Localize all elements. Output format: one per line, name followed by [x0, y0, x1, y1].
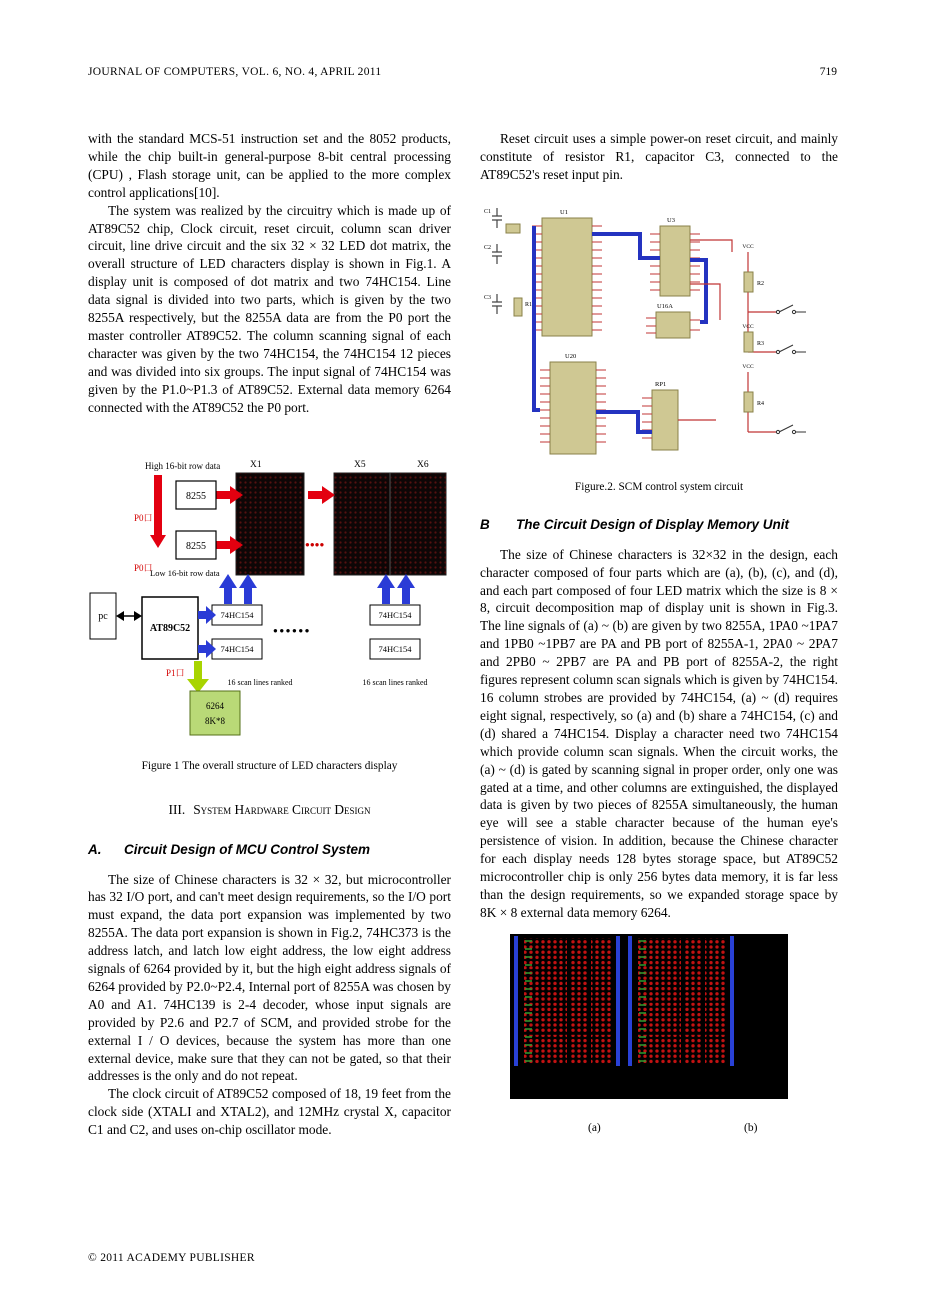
svg-text:R4: R4	[757, 400, 765, 407]
svg-text:8255: 8255	[186, 490, 206, 502]
figure-2-caption: Figure.2. SCM control system circuit	[574, 480, 744, 493]
label-c3: C3	[484, 294, 492, 301]
label-high-row: High 16-bit row data	[145, 460, 221, 471]
paragraph-l2: The system was realized by the circuitry which is made up of AT89C52 chip, Clock circuit, reset circuit, column scan driver circuit, line drive circuit and the six 32 × 32 LED dot matrix, the overall structure of LED characters display is shown in Fig.1. A display unit is composed of dot matrix and two 74HC154. Line data signal is divided into two parts, which is given by the two 8255A respectively, but the 8255A data are from the P0 port the master controller AT89C52. The column scanning signal of each character was given by the two 74HC154, the 74HC154 12 pieces and was divided into six groups. The input signal of 74HC154 was given by the P1.0~P1.3 of AT89C52. External data memory 6264 connected with the AT89C52 the P0 port.	[88, 202, 451, 415]
crystal-symbol	[506, 224, 520, 233]
red-dots: ●●●●	[305, 539, 325, 549]
sublabel-a: (a)	[588, 1121, 601, 1134]
svg-text:R2: R2	[757, 280, 765, 287]
svg-text:U3: U3	[667, 216, 675, 224]
svg-text:U1: U1	[560, 208, 568, 216]
resistor-r1	[514, 298, 522, 316]
led-matrix-block-2	[334, 473, 446, 575]
chip-at89c52	[142, 597, 198, 659]
right-column	[480, 130, 838, 1138]
label-scan-right: 16 scan lines ranked	[362, 677, 428, 687]
section-heading-3	[88, 802, 451, 818]
figure-2-schematic	[480, 200, 838, 468]
label-p0-port-2: P0口	[134, 562, 153, 573]
figure-1-caption: Figure 1 The overall structure of LED characters display	[141, 759, 398, 772]
svg-text:U16A: U16A	[657, 302, 673, 310]
svg-text:74HC154: 74HC154	[378, 609, 412, 620]
label-r1: R1	[525, 301, 533, 308]
copyright-footer: © 2011 ACADEMY PUBLISHER	[88, 1252, 255, 1264]
subsection-a-title: Circuit Design of MCU Control System	[124, 841, 371, 857]
svg-text:74HC154: 74HC154	[220, 609, 254, 620]
label-low-row: Low 16-bit row data	[150, 567, 220, 578]
svg-text:6264: 6264	[206, 700, 224, 711]
chip-6264	[190, 691, 240, 735]
subsection-b-label: B	[480, 516, 490, 532]
label-p1-port: P1口	[166, 667, 185, 678]
paragraph-l3: The size of Chinese characters is 32 × 32, but microcontroller has 32 I/O port, and can't meet design requirements, so the I/O port must expand, the data port expansion was implemented by two 8255A. The data port expansion is shown in Fig.2, 74HC373 is the address latch, and latch low eight address, the low eight address signals of 6264 provided by it, but the high eight address signals of 6264 provided by P2.0~P2.4, Internal port of 8255A was chosen by A0 and A1. 74HC139 is 2-4 decoder, whose input signals are provided by P2.6 and P2.7 of SCM, and provided strobe for the external I / O devices, because the system has more than one external device, make sure that they can not be gated, so that their addresses is the only and do not repeat.	[88, 871, 451, 1084]
journal-header: JOURNAL OF COMPUTERS, VOL. 6, NO. 4, APRIL 2011	[88, 66, 382, 78]
svg-text:8255: 8255	[186, 540, 206, 552]
led-matrix-block-1	[236, 473, 304, 575]
paragraph-l4: The clock circuit of AT89C52 composed of 18, 19 feet from the clock side (XTALI and XTAL2), and 12MHz crystal X, capacitor C1 and C2, and uses on-chip oscillator mode.	[88, 1086, 451, 1138]
label-x5: X5	[354, 459, 366, 470]
svg-text:VCC: VCC	[742, 243, 754, 250]
label-c2: C2	[484, 244, 492, 251]
label-x1: X1	[250, 459, 262, 470]
figure-3-led-decomposition	[510, 934, 788, 1099]
sublabel-b: (b)	[744, 1121, 758, 1134]
label-x6: X6	[417, 459, 429, 470]
subsection-b-heading	[480, 517, 838, 532]
figure-1	[88, 455, 451, 772]
chip-8255-1	[176, 481, 216, 509]
chip-u1	[532, 209, 602, 336]
chip-u20	[540, 353, 606, 454]
pc-block	[90, 593, 116, 639]
chip-74hc154-group	[212, 605, 420, 659]
figure-3-sublabels	[510, 1122, 838, 1138]
label-scan-left: 16 scan lines ranked	[227, 677, 293, 687]
green-memory-arrow	[187, 661, 209, 693]
svg-text:VCC: VCC	[742, 323, 754, 330]
svg-text:RP1: RP1	[655, 380, 667, 388]
section-title: System Hardware Circuit Design	[193, 801, 371, 817]
page-number: 719	[819, 66, 837, 78]
paragraph-r1: Reset circuit uses a simple power-on reset circuit, and mainly constitute of resistor R1, capacitor C3, connected to the AT89C52's reset input pin.	[480, 131, 838, 182]
svg-text:VCC: VCC	[742, 363, 754, 370]
chip-8255-2	[176, 531, 216, 559]
pc-mcu-double-arrow	[116, 611, 142, 621]
svg-text:74HC154: 74HC154	[378, 643, 412, 654]
subsection-b-title: The Circuit Design of Display Memory Unit	[516, 516, 790, 532]
svg-text:AT89C52: AT89C52	[149, 622, 191, 634]
figure-3	[480, 934, 838, 1138]
ellipsis-dots: ●●●●●●	[273, 625, 311, 635]
figure-1-diagram	[88, 455, 451, 747]
label-p0-port-1: P0口	[134, 512, 153, 523]
subsection-a-heading	[88, 842, 451, 857]
svg-text:pc: pc	[98, 610, 108, 622]
paragraph-l1: with the standard MCS-51 instruction set and the 8052 products, while the chip built-in general-purpose 8-bit central processing (CPU) , Flash storage unit, can be applied to the more complex control applications[10].	[88, 131, 451, 200]
svg-text:74HC154: 74HC154	[220, 643, 254, 654]
paragraph-r2: The size of Chinese characters is 32×32 in the design, each character composed of four parts which are (a), (b), (c), and (d), and each part composed of four LED matrix which the size is 8 × 8, circuit decomposition map of display unit is shown in Fig.3. The line signals of (a) ~ (b) are given by two 8255A, 1PA0 ~1PA7 and 1PB0 ~1PB7 are PA and PB port of 8255A-1, 2PA0 ~ 2PA7 and 2PB0 ~ 2PB7 are PA and PB port of 8255A-2, the right figures represent column scan signals which is given by 74HC154. 16 column strobes are provided by 74HC154, (a) ~ (d) requires eight signal, respectively, so (a) and (b) share a 74HC154, (c) and (d) shared a 74HC154. Display a character need two 74HC154 which provide column scan signals. When the circuit works, the (a) ~ (d) is gated by scanning signal in proper order, only one was gated at a time, and other columns are extinguished, the displayed data is given by two pieces of 8255A simultaneously, the human eye will see a stable character because of the human eye's persistence of vision. In addition, because the Chinese character for each display needs 128 bytes storage space, but AT89C52 microcontroller chip is only 256 bytes data memory, it is far less than the design requirements, so we expanded storage space by 8K × 8 external data memory 6264.	[480, 546, 838, 920]
svg-text:8K*8: 8K*8	[205, 715, 225, 726]
figure-2	[480, 200, 838, 493]
left-column	[88, 130, 451, 1139]
label-c1: C1	[484, 208, 492, 215]
section-number: III.	[168, 801, 186, 817]
svg-text:U20: U20	[565, 352, 577, 360]
svg-text:R3: R3	[757, 340, 765, 347]
subsection-a-label: A.	[88, 841, 102, 857]
